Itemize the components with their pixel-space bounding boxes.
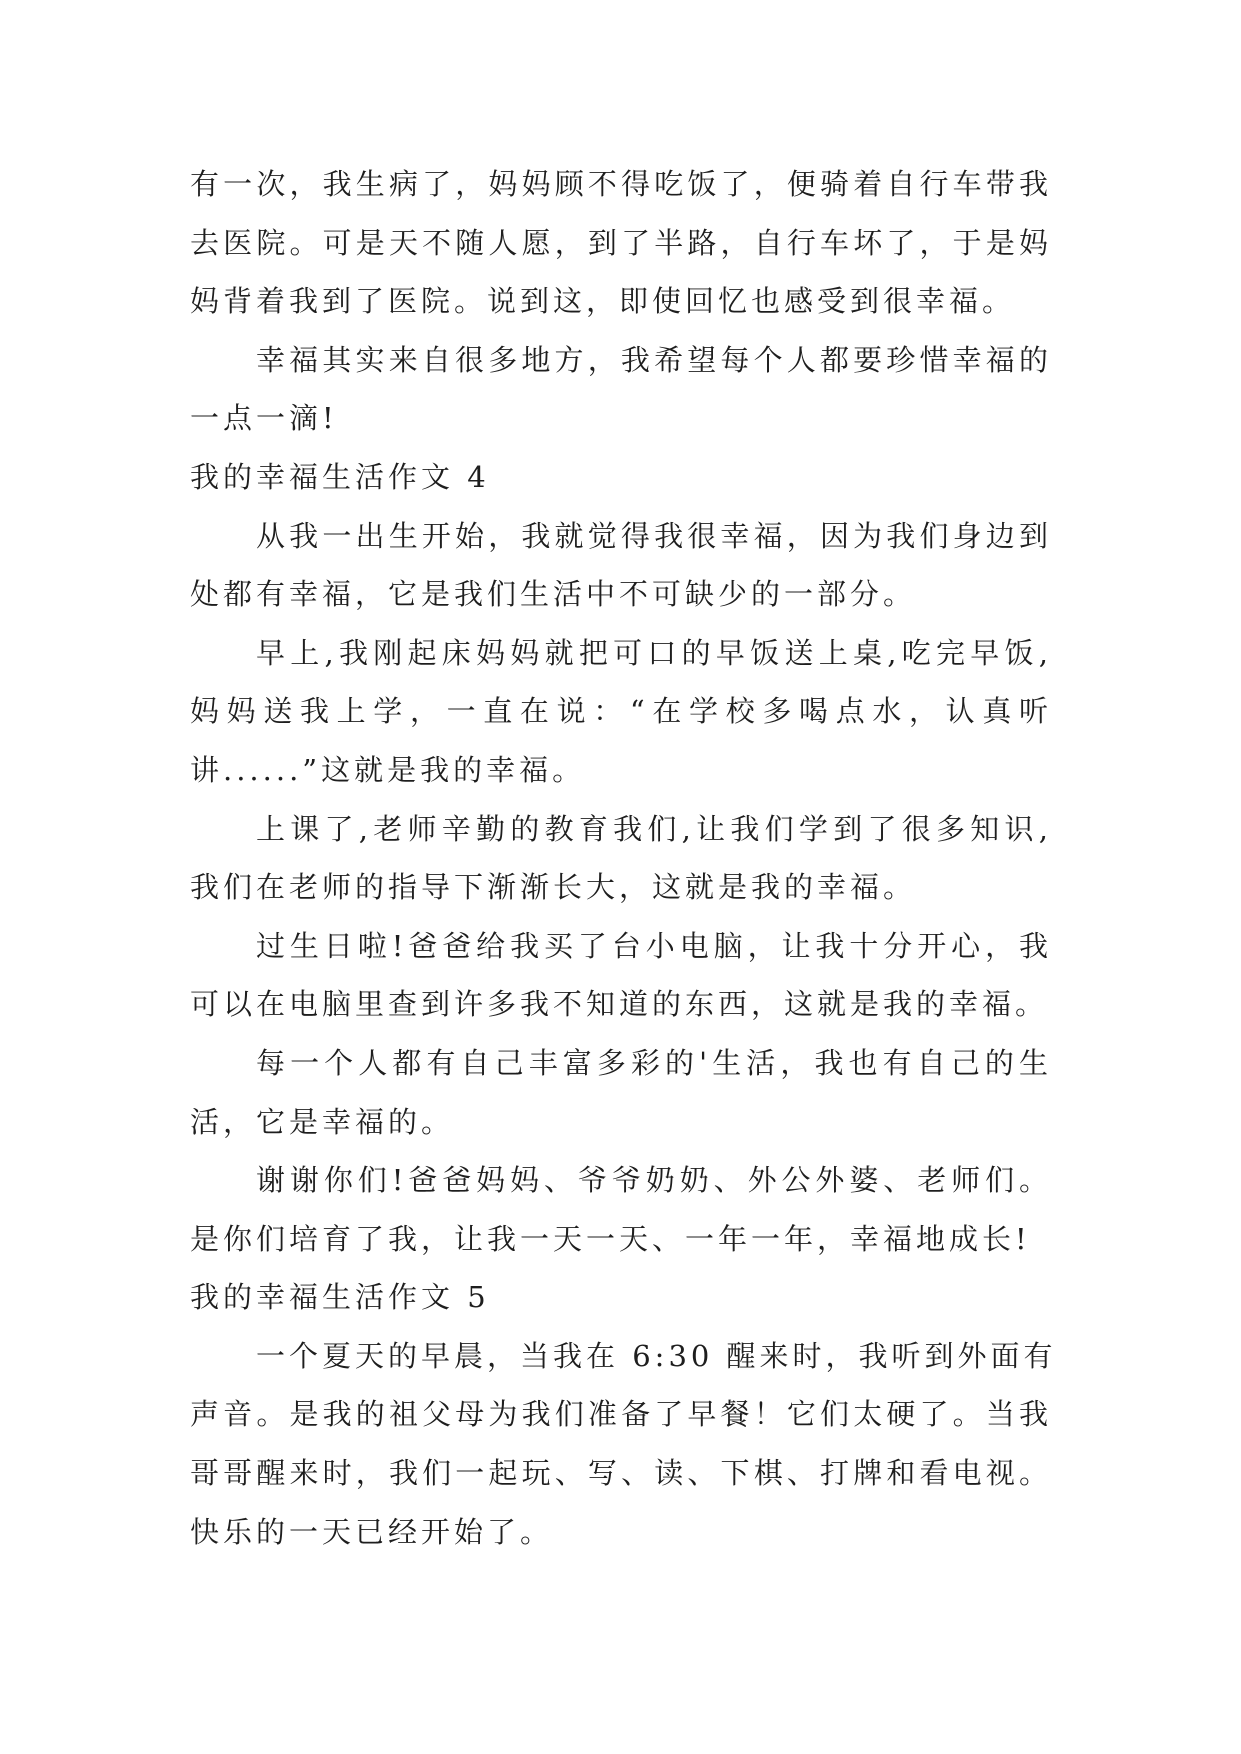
text-line: 处都有幸福，它是我们生活中不可缺少的一部分。 (190, 577, 917, 612)
paragraph (190, 1151, 1052, 1268)
text-line: 我们在老师的指导下渐渐长大，这就是我的幸福。 (190, 870, 917, 905)
text-line: 去医院。可是天不随人愿，到了半路，自行车坏了，于是妈 (190, 225, 1052, 260)
essay-heading: 我的幸福生活作文 5 (190, 1280, 490, 1315)
text-line: 有一次，我生病了，妈妈顾不得吃饭了，便骑着自行车带我 (190, 167, 1052, 201)
text-line: 从我一出生开始，我就觉得我很幸福，因为我们身边到 (256, 518, 1052, 553)
text-line: 哥哥醒来时，我们一起玩、写、读、下棋、打牌和看电视。 (190, 1456, 1052, 1491)
text-line: 活，它是幸福的。 (190, 1104, 455, 1139)
text-line: 可以在电脑里查到许多我不知道的东西，这就是我的幸福。 (190, 987, 1049, 1022)
paragraph (190, 507, 1052, 624)
text-line: 妈背着我到了医院。说到这，即使回忆也感受到很幸福。 (190, 284, 1016, 319)
paragraph (190, 800, 1052, 917)
paragraph (190, 1034, 1052, 1151)
text-line: 快乐的一天已经开始了。 (190, 1514, 554, 1549)
text-line: 谢谢你们!爸爸妈妈、爷爷奶奶、外公外婆、老师们。 (256, 1163, 1052, 1198)
document-body (190, 155, 1057, 1561)
text-line: 一点一滴! (190, 401, 338, 436)
text-line: 声音。是我的祖父母为我们准备了早餐！它们太硬了。当我 (190, 1397, 1052, 1432)
text-line: 是你们培育了我，让我一天一天、一年一年，幸福地成长! (190, 1221, 1031, 1256)
paragraph (190, 917, 1052, 1034)
paragraph (190, 1327, 1057, 1561)
text-line: 过生日啦!爸爸给我买了台小电脑，让我十分开心，我 (256, 928, 1052, 963)
essay-heading: 我的幸福生活作文 4 (190, 459, 490, 494)
paragraph (190, 624, 1052, 800)
text-line: 妈妈送我上学，一直在说：“在学校多喝点水，认真听 (190, 694, 1052, 729)
text-line: 一个夏天的早晨，当我在 6:30 醒来时，我听到外面有 (256, 1338, 1057, 1373)
paragraph (190, 331, 1052, 448)
text-line: 幸福其实来自很多地方，我希望每个人都要珍惜幸福的 (256, 342, 1052, 377)
text-line: 讲......”这就是我的幸福。 (190, 752, 586, 787)
text-line: 每一个人都有自己丰富多彩的'生活，我也有自己的生 (256, 1045, 1052, 1080)
paragraph (190, 155, 1052, 331)
text-line: 上课了,老师辛勤的教育我们,让我们学到了很多知识, (256, 811, 1052, 846)
text-line: 早上,我刚起床妈妈就把可口的早饭送上桌,吃完早饭, (256, 635, 1052, 670)
